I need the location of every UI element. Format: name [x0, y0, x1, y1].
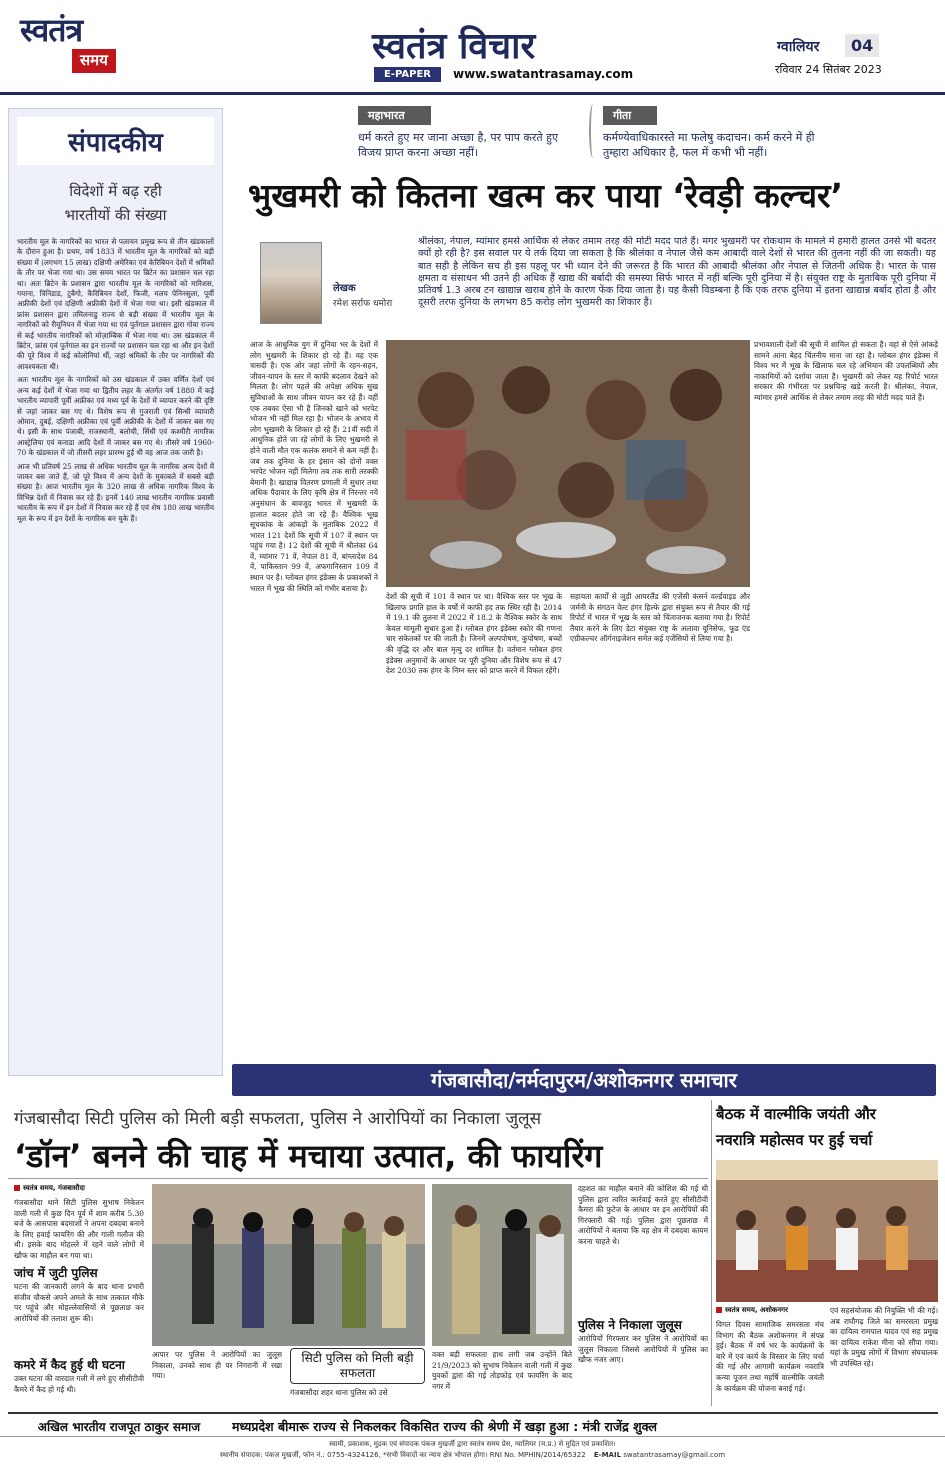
main-col-2: देशों की सूची में 101 वें स्थान पर था। वैश्विक स्तर पर भूख के खिलाफ प्रगति हाल के वर्षों में काफी हद तक स्थिर रही है। 2014 में 19.1 की तुलना में 2022 में 18.2 के वैश्विक स्कोर के साथ केवल मामूली सुधार हुआ है। ग्लोबल हंगर इंडेक्स स्कोर की गणना चार संकेतकों पर की जाती है। जिनमें अल्पपोषण, कुपोषण, बच्चों की वृद्धि दर और बाल मृत्यु दर शामिल है। वर्तमान ग्लोबल हंगर इंडेक्स अनुमानों के आधार पर पूरी दुनिया और विशेष रूप से 47 देश 2030 तक हंगर के निम्न स्तर को प्राप्त करने में विफल रहेंगे।	[386, 592, 562, 676]
page-number: 04	[845, 34, 879, 57]
police-subhead-2: कमरे में कैद हुई थी घटना	[14, 1358, 125, 1372]
date: रविवार 24 सितंबर 2023	[775, 63, 882, 76]
quote-mahabharat	[358, 104, 582, 162]
meeting-byline: स्वतंत्र समय, अशोकनगर	[716, 1306, 788, 1315]
editorial-paragraph: अतः भारतीय मूल के नागरिकों को उस खंडकाल में उक्त वर्णित देशों एवं अन्य कई देशों में भेजा गया था द्वितीय लहर के अंतर्गत वर्ष 1880 में कई भारतीय व्यापारी पूर्वी अफ्रीका एवं मध्य पूर्व के देशों में व्यापार करने की दृष्टि से जहां जाकर बस गए थे। विशेष रूप से गुजराती एवं सिन्धी व्यापारी ओमान, दुबई, दक्षिणी अफ्रीका एवं पूर्वी अफ्रीकी के देशों में जाकर बस गए थे। इसी के साथ पंजाबी, राजस्थानी, बलोची, सिंधी एवं कश्मीरी नागरिक आस्ट्रेलिया एवं कनाडा आदि देशों में जाकर बस गए थे। तीसरे वर्ष 1960-70 के खंडकाल में जो तीसरी लहर प्रारम्भ हुई थी वह आज तक जारी है।	[17, 375, 214, 458]
main-intro: श्रीलंका, नेपाल, म्यांमार हमसे आर्थिक से लेकर तमाम तरह की मोटी मदद पाते हैं। मगर भुखमरी पर रोकथाम के मामले में हमारी हालत उनसे भी बदतर क्यों हो रही है? इस सवाल पर ये तर्क दिया जा सकता है कि श्रीलंका व नेपाल जैसे कम आबादी वाले देशों से भारत की तुलना नहीं की जा सकती। यह बात सही है लेकिन सच ही इस पहलू पर भी ध्यान देने की जरूरत है कि भारत की आबादी श्रीलंका और नेपाल से जितनी अधिक है। भारत के पास क्षमता व संसाधन भी उतने ही अधिक हैं खाद्य की बर्बादी की समस्या सिर्फ भारत में नहीं बल्कि पूरी दुनिया में है। संयुक्त राष्ट्र के मुताबिक पूरी दुनिया में प्रतिवर्ष 1.3 अरब टन खाद्यान्न खराब होने के कारण फेंक दिया जाता है। यह कैसी विडम्बना है कि एक तरफ दुनिया में इतना खाद्यान्न बर्बाद होता है और दूसरी तरफ दुनिया के लगभग 85 करोड़ लोग भुखमरी का शिकार हैं।	[418, 236, 936, 309]
masthead-divider	[0, 92, 945, 95]
author-photo	[260, 242, 322, 324]
meeting-col-2: एवं सहसंयोजक की नियुक्ति भी की गई। अब राघौगढ़ जिले का समरसता प्रमुख का दायित्व रामपाल यादव एवं सह प्रमुख का दायित्व राकेश मीना को सौंपा गया। यहां के प्रमुख लोगों में विभाग संघचालक भी उपस्थित रहे।	[830, 1306, 938, 1368]
editorial-headline-line2: भारतीयों की संख्या	[64, 206, 167, 224]
rajput-headline	[10, 1418, 228, 1435]
police-caption-box	[290, 1348, 425, 1384]
meeting-headline	[716, 1104, 938, 1150]
editorial-headline-line1: विदेशों में बढ़ रही	[69, 182, 162, 200]
meeting-divider	[711, 1100, 712, 1406]
logo-bottom: समय	[72, 49, 116, 73]
masthead	[0, 0, 945, 96]
quote-label: महाभारत	[358, 106, 431, 125]
police-col-2: दहशत का माहौल बनाने की कोशिश की गई थी पुलिस द्वारा त्वरित कार्रवाई करते हुए सीसीटीवी कैमरा की फुटेज के आधार पर इन आरोपियों की गिरफ्तारी की गई। पुलिस द्वारा पूछताछ में आरोपियों ने बताया कि वह क्षेत्र में दबदबा कायम करना चाहते थे।	[578, 1184, 708, 1246]
meeting-headline-line1: बैठक में वाल्मीकि जयंती और	[716, 1105, 876, 1123]
editorial-body	[17, 237, 214, 1067]
police-byline: स्वतंत्र समय, गंजबासौदा	[14, 1184, 85, 1193]
police-caption-box-text: सिटी पुलिस को मिली बड़ी सफलता	[301, 1351, 414, 1380]
author-label: लेखक	[333, 283, 356, 294]
editorial-paragraph: आज भी प्रतिवर्ष 25 लाख से अधिक भारतीय मूल के नागरिक अन्य देशों में जाकर बस जाते हैं, जो पूरे विश्व में अन्य देशों के मुकाबले में सबसे बड़ी संख्या है। आज भारतीय मूल के 320 लाख से अधिक नागरिक विश्व के विभिन्न देशों में निवास कर रहे हैं। इनमें 140 लाख भारतीय नागरिक प्रवासी भारतीय के रूप में इन देशों में निवास कर रहे हैं एवं शेष 180 लाख भारतीय मूल के रूप में इन देशों के नागरिक बन चुके हैं।	[17, 461, 214, 523]
logo	[20, 12, 140, 78]
quote-text: कर्मण्येवाधिकारस्ते मा फलेषु कदाचन। कर्म करने में ही तुम्हारा अधिकार है, फल में कभी भी नहीं।	[603, 131, 815, 159]
regional-banner-text: गंजबासौदा/नर्मदापुरम/अशोकनगर समाचार	[431, 1068, 737, 1092]
police-caption-1: आपार पर पुलिस ने आरोपियों का जुलूस निकाला, उनको साथ ही पर निगरानी में रखा गया।	[152, 1350, 282, 1381]
main-col-1: आज के आधुनिक युग में दुनिया भर के देशों में लोग भुखमरी के शिकार हो रहे हैं। यह एक त्रासदी है। एक ओर जहां लोगों के रहन-सहन, जीवन-यापन के स्तर में काफी बदलाव देखने को मिलता है। लोग पहले की अपेक्षा अधिक सुख सुविधाओं के साथ जीवन यापन कर रहे हैं। वहीं एक तबका ऐसा भी है जिनको खाने को भरपेट भोजन भी नहीं मिल रहा है। भोजन के अभाव में लोग भुखमरी के शिकार हो रहे हैं। 21वीं सदी में आधुनिक होते जा रहे लोगों के लिए भुखमरी से होने वाली मौत एक कलंक समाने से कम नहीं है। जब तक दुनिया के हर इंसान को दोनों वक्त भरपेट भोजन नहीं मिलेगा तब तक सारी तरक्की बेमानी है। खाद्यान्न वितरण प्रणाली में सुधार तथा अधिक पैदावार के लिए कृषि क्षेत्र में निरन्तर नये अनुसंधान के बावजूद भारत में भुखमरी के हालात बदतर होते जा रहे हैं। वैश्विक भूख सूचकांक के आंकड़ों के मुताबिक 2022 में भारत 121 देशों कि सूची में 107 वें स्थान पर पहुंच गया है। 12 देशों की सूची में श्रीलंका 64 वें, म्यांमार 71 वें, नेपाल 81 वें, बांग्लादेश 84 वें, पाकिस्तान 99 वें, अफगानिस्तान 109 वें स्थान पर है। ग्लोबल हंगर इंडेक्स के प्रकाशकों ने भारत में भूख की स्थिति को गंभीर बताया है।	[250, 340, 378, 593]
quote-text: धर्म करते हुए मर जाना अच्छा है, पर पाप करते हुए विजय प्राप्त करना अच्छा नहीं।	[358, 131, 559, 159]
main-col-4: प्रभावशाली देशों की सूची में शामिल हो सकता है। वहां से ऐसे आंकड़े सामने आना बेहद चिंतनीय माना जा रहा है। ग्लोबल हंगर इंडेक्स में विश्व भर में भूख के खिलाफ चल रहे अभियान की उपलब्धियों और नाकामियों को दर्शाया जाता है। भुखमरी को लेकर यह रिपोर्ट भारत सरकार की गंभीरता पर प्रश्नचिन्ह खड़े करती है। श्रीलंका, नेपाल, म्यांमार हमसे आर्थिक से लेकर तमाम तरह की मोटी मदद पाते हैं।	[754, 340, 938, 402]
police-subhead-3: पुलिस ने निकाला जुलूस	[578, 1318, 682, 1332]
footer-email[interactable]: swatantrasamay@gmail.com	[623, 1451, 726, 1459]
hunger-photo	[386, 340, 750, 587]
police-subhead-1: जांच में जुटी पुलिस	[14, 1266, 98, 1280]
meeting-headline-line2: नवरात्रि महोत्सव पर हुई चर्चा	[716, 1131, 873, 1149]
quote-divider	[589, 104, 597, 158]
regional-banner	[232, 1064, 936, 1096]
quote-label: गीता	[603, 106, 657, 125]
main-col-3: सहायता कार्यों से जुड़ी आयरलैंड की एजेंसी कंसर्न वर्ल्डवाइड और जर्मनी के संगठन वेल्ट हंगर हिल्फे द्वारा संयुक्त रूप से तैयार की गई रिपोर्ट में भारत में भूख के स्तर को चिंताजनक बताया गया है। रिपोर्ट तैयार करने के लिए डेटा संयुक्त राष्ट्र के अलावा यूनिसेफ, फूड एंड एग्रीकल्चर ऑर्गनाइजेशन समेत कई एजेंसियों से लिया गया है।	[570, 592, 750, 644]
rajput-headline-line1: अखिल भारतीय राजपूत ठाकुर समाज	[37, 1420, 201, 1434]
police-rule	[8, 1178, 708, 1179]
police-kicker: गंजबासौदा सिटी पुलिस को मिली बड़ी सफलता, पुलिस ने आरोपियों का निकाला जुलूस	[14, 1109, 542, 1129]
editorial-paragraph: भारतीय मूल के नागरिकों का भारत से पलायन प्रमुख रूप से तीन खंडकालों के दौरान हुआ है। प्रथम, वर्ष 1833 में भारतीय मूल के नागरिकों को बड़ी संख्या में (लगभग 15 लाख) दक्षिणी अमेरिका एवं केरिबियन देशों में श्रमिकों के तौर पर भेजा गया था। उस समय भारत पर ब्रिटेन का प्रशासन चल रहा था। अतः ब्रिटेन के प्रशासन द्वारा भारतीय मूल के नागरिकों को मारिशस, गयाना, त्रिनिडाड, टुबैगो, कैरिबियन देशों, फिजी, मलय पेनिनसुला, पूर्वी अफ्रीकी देशों एवं दक्षिणी अफ्रीकी देशों में भेजा गया था। इसी खंडकाल में फ्रांस प्रशासन द्वारा तमिलनाडु राज्य से बड़ी संख्या में भारतीय मूल के नागरिकों को रीयूनियन में भेजा गया था एवं पुर्तगाल प्रशासन द्वारा गोवा राज्य से कई भारतीय नागरिकों को मोज़ाम्बिक में भेजा गया था। उस खंडकाल में ब्रिटेन, फ्रांस एवं पुर्तगाल का इन राज्यों पर प्रशासन चल रहा था और इन देशों की पूरे विश्व में कई कोलोनियां थीं, जहां श्रमिकों के तौर पर नागरिकों की आवश्यकता थी।	[17, 237, 214, 371]
lower-rule	[8, 1412, 938, 1414]
footer-imprint: स्थानीय संपादक: पंकज मुखर्जी, फोन नं.: 0755-4324126, *सभी विवादों का न्याय क्षेत्र भोपाल होगा। RNI No. MPHIN/2014/65322	[219, 1451, 586, 1459]
meeting-group-image	[716, 1160, 938, 1302]
quote-gita	[603, 104, 839, 162]
police-col-1b: घटना की जानकारी लगने के बाद थाना प्रभारी संजीव चौकसे अपने अमले के साथ तत्काल मौके पर पहुंचे और मोहल्लेवासियों से पूछताछ कर आरोपियों की तलाश शुरू की।	[14, 1282, 144, 1323]
editorial-headline	[9, 181, 222, 225]
police-officers-image	[432, 1184, 572, 1346]
meeting-photo	[716, 1160, 938, 1302]
police-col-1c: उक्त घटना की वारदात गली में लगे हुए सीसीटीवी कैमरे में कैद हो गई थी।	[14, 1374, 144, 1394]
epaper-label: E-PAPER	[374, 67, 441, 82]
footer-email-label: E-MAIL	[593, 1451, 622, 1459]
website-link[interactable]: www.swatantrasamay.com	[453, 67, 634, 81]
logo-top: स्वतंत्र	[20, 11, 83, 49]
footer-line-1: स्वामी, प्रकाशक, मुद्रक एवं संपादक पंकज मुखर्जी द्वारा स्वतंत्र समय प्रेस, ग्वालियर (म.प्र.) से मुद्रित एवं प्रकाशित।	[329, 1440, 616, 1448]
police-caption-box-sub: गंजबासौदा शहर थाना पुलिस को उसे	[290, 1388, 388, 1397]
police-col-1: गंजबासौदा थाने सिटी पुलिस सुभाष निकेतन वाली गली में कुछ दिन पूर्व में शाम करीब 5.30 बजे के आसपास बदमाशों ने अपना दबदबा बनाने के लिए हवाई फायरिंग की और गाली गलौज की थी। इसके बाद मोहल्ले में रहने वाले लोगों में खौफ का माहौल बन गया था।	[14, 1198, 144, 1260]
city-label: ग्वालियर	[777, 39, 820, 55]
footer-line-2	[0, 1449, 945, 1460]
police-photo-2	[432, 1184, 572, 1346]
main-headline: भुखमरी को कितना खत्म कर पाया ‘रेवड़ी कल्चर’	[248, 176, 844, 215]
editorial-column	[8, 108, 223, 1076]
children-with-plates-image	[386, 340, 750, 587]
meeting-col-1: विगत दिवस सामाजिक समरसता मंच विभाग की बैठक अशोकनगर में संपन्न हुई। बैठक में वर्ष भर के कार्यक्रमों के बारे में एवं कार्य के विस्तार के लिए चर्चा की गई और आगामी कार्यक्रम नवरात्रि कन्या पूजन तथा महर्षि वाल्मीकि जयंती के कार्यक्रम की योजना बनाई गई।	[716, 1320, 824, 1393]
accused-procession-image	[152, 1184, 425, 1346]
editorial-label: संपादकीय	[17, 117, 214, 165]
police-caption-2: वक्त बड़ी सफलता हाथ लगी जब उन्होंने बिते 21/9/2023 को सुभाष निकेतन वाली गली में कुछ युवकों द्वारा की गई तोड़फोड़ एवं फायरिंग के बाद नगर में	[432, 1350, 572, 1391]
police-col-2b: आरोपियों गिरफ्तार कर पुलिस ने आरोपियों का जुलूस निकाला जिससे आरोपियों में पुलिस का खौफ नजर आए।	[578, 1334, 708, 1365]
author-name: रमेश सर्राफ धमोरा	[333, 299, 393, 309]
police-headline: ‘डॉन’ बनने की चाह में मचाया उत्पात, की फायरिंग	[14, 1137, 603, 1175]
police-photo	[152, 1184, 425, 1346]
footer	[0, 1436, 945, 1468]
section-title: स्वतंत्र विचार	[372, 26, 536, 67]
minister-headline: मध्यप्रदेश बीमारू राज्य से निकलकर विकसित राज्य की श्रेणी में खड़ा हुआ : मंत्री राजेंद्र शुक्ल	[232, 1419, 657, 1434]
